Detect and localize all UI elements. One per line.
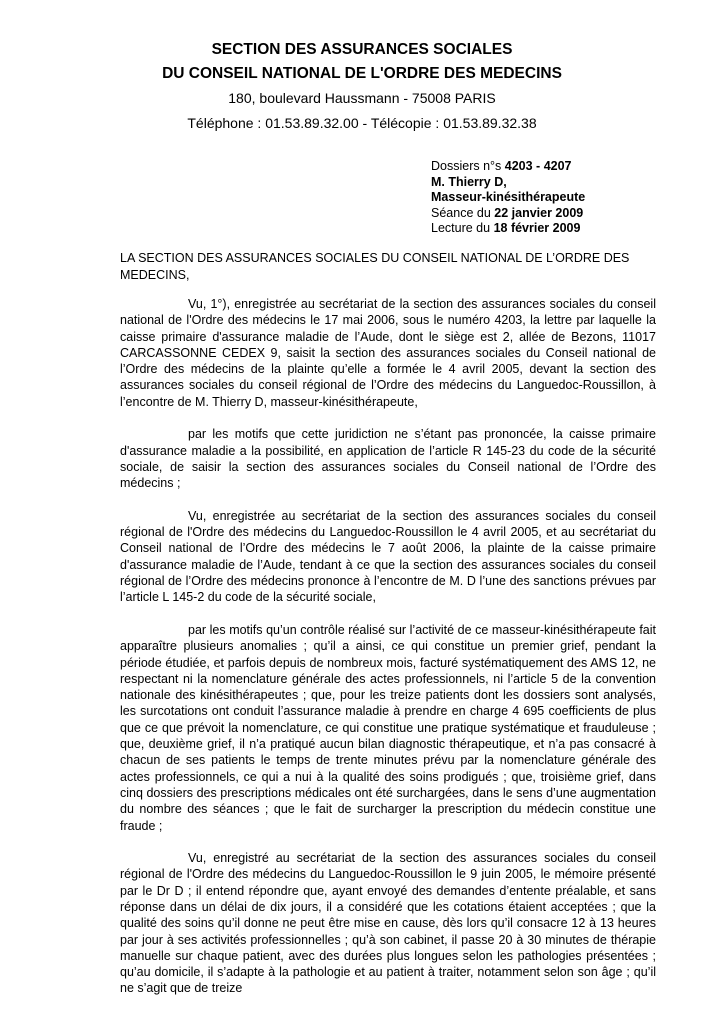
seance-label: Séance du — [431, 205, 491, 220]
dossiers-label: Dossiers n°s — [431, 159, 502, 173]
paragraph: Vu, 1°), enregistrée au secrétariat de la section des assurances sociales du conseil national de l'Ordre des médecins le 17 mai 2006, sous le numéro 4203, la lettre par laquelle la caisse primaire d'assurance maladie de l’Aude, dont le siège est 2, allée de Bezons, 11017 CARCASSONNE CEDEX 9, saisit la section des assurances sociales du Conseil national de l’Ordre des médecins de la plainte qu’elle a formée le 4 avril 2005, devant la section des assurances sociales du conseil régional de l’Ordre des médecins du Languedoc-Roussillon, à l’encontre de M. Thierry D, masseur-kinésithérapeute, — [120, 297, 656, 409]
seance-line — [431, 206, 585, 222]
seance-date: 22 janvier 2009 — [494, 205, 584, 220]
paragraph: Vu, enregistré au secrétariat de la section des assurances sociales du conseil régional de l'Ordre des médecins du Languedoc-Roussillon le 9 juin 2005, le mémoire présenté par le Dr D ; il entend répondre que, ayant envoyé des demandes d’entente préalable, et sans réponse dans un délai de dix jours, il a considéré que les cotations étaient acceptées ; que la qualité des soins qu’il donne ne peut être mise en cause, dès lors qu’il consacre 12 à 13 heures par jour à ses activités professionnelles ; qu’à son cabinet, il passe 20 à 30 minutes de thérapie manuelle sur chaque patient, avec des durées plus longues selon les pathologies présentées ; qu’au domicile, il s’adapte à la pathologie et au patient à traiter, notamment selon son âge ; qu’il ne s’agit que de treize — [120, 851, 656, 996]
title-line-1: SECTION DES ASSURANCES SOCIALES — [211, 41, 513, 58]
dossiers-value: 4203 - 4207 — [504, 159, 572, 173]
intro-heading: LA SECTION DES ASSURANCES SOCIALES DU CONSEIL NATIONAL DE L’ORDRE DES MEDECINS, — [120, 251, 630, 282]
title-line-2: DU CONSEIL NATIONAL DE L'ORDRE DES MEDECINS — [162, 65, 562, 82]
paragraph: Vu, enregistrée au secrétariat de la section des assurances sociales du conseil régional de l'Ordre des médecins du Languedoc-Roussillon le 4 avril 2005, et au secrétariat du Conseil national de l’Ordre des médecins le 7 août 2006, la plainte de la caisse primaire d'assurance maladie de l’Aude, tendant à ce que la section des assurances sociales du conseil régional de l’Ordre des médecins prononce à l’encontre de M. D l’une des sanctions prévues par l’article L 145-2 du code de la sécurité sociale, — [120, 508, 656, 605]
dossiers-line — [431, 159, 585, 175]
lecture-line — [431, 221, 585, 237]
lecture-label: Lecture du — [431, 221, 491, 235]
document-header — [0, 38, 724, 135]
case-info — [431, 159, 585, 237]
paragraph: par les motifs qu’un contrôle réalisé sur l’activité de ce masseur-kinésithérapeute fait apparaître plusieurs anomalies ; qu’il a ainsi, ce qui constitue un premier grief, pendant la période étudiée, et parfois depuis de nombreux mois, facturé systématiquement des AMS 12, ne respectant ni la nomenclature générale des actes professionnels, ni l’article 5 de la convention nationale des kinésithérapeutes ; que, pour les treize patients dont les dossiers sont analysés, les surcotations ont conduit l’assurance maladie à prendre en charge 4 695 coefficients de plus que ce que prévoit la nomenclature, ce qui constitue une pratique systématique et frauduleuse ; que, deuxième grief, il n’a pratiqué aucun bilan diagnostic thérapeutique, et n’a pas consacré à chacun de ses patients le temps de trente minutes prévu par la nomenclature générale des actes professionnels, ce qui a nui à la qualité des soins prodigués ; que, troisième grief, dans cinq dossiers des prescriptions médicales ont été surchargées, dans le sens d’une augmentation du nombre des séances ; que le fait de surcharger la prescription du médecin constitue une fraude ; — [120, 622, 656, 833]
lecture-date: 18 février 2009 — [493, 221, 581, 235]
defendant-profession: Masseur-kinésithérapeute — [431, 190, 586, 204]
document-body — [120, 296, 656, 1013]
address: 180, boulevard Haussmann - 75008 PARIS — [228, 90, 496, 106]
defendant-name: M. Thierry D, — [431, 174, 507, 189]
paragraph: par les motifs que cette juridiction ne s’étant pas prononcée, la caisse primaire d'assurance maladie a la possibilité, en application de l’article R 145-23 du code de la sécurité sociale, de saisir la section des assurances sociales du Conseil national de l’Ordre des médecins ; — [120, 427, 656, 491]
phone-fax: Téléphone : 01.53.89.32.00 - Télécopie : 01.53.89.32.38 — [187, 115, 537, 131]
